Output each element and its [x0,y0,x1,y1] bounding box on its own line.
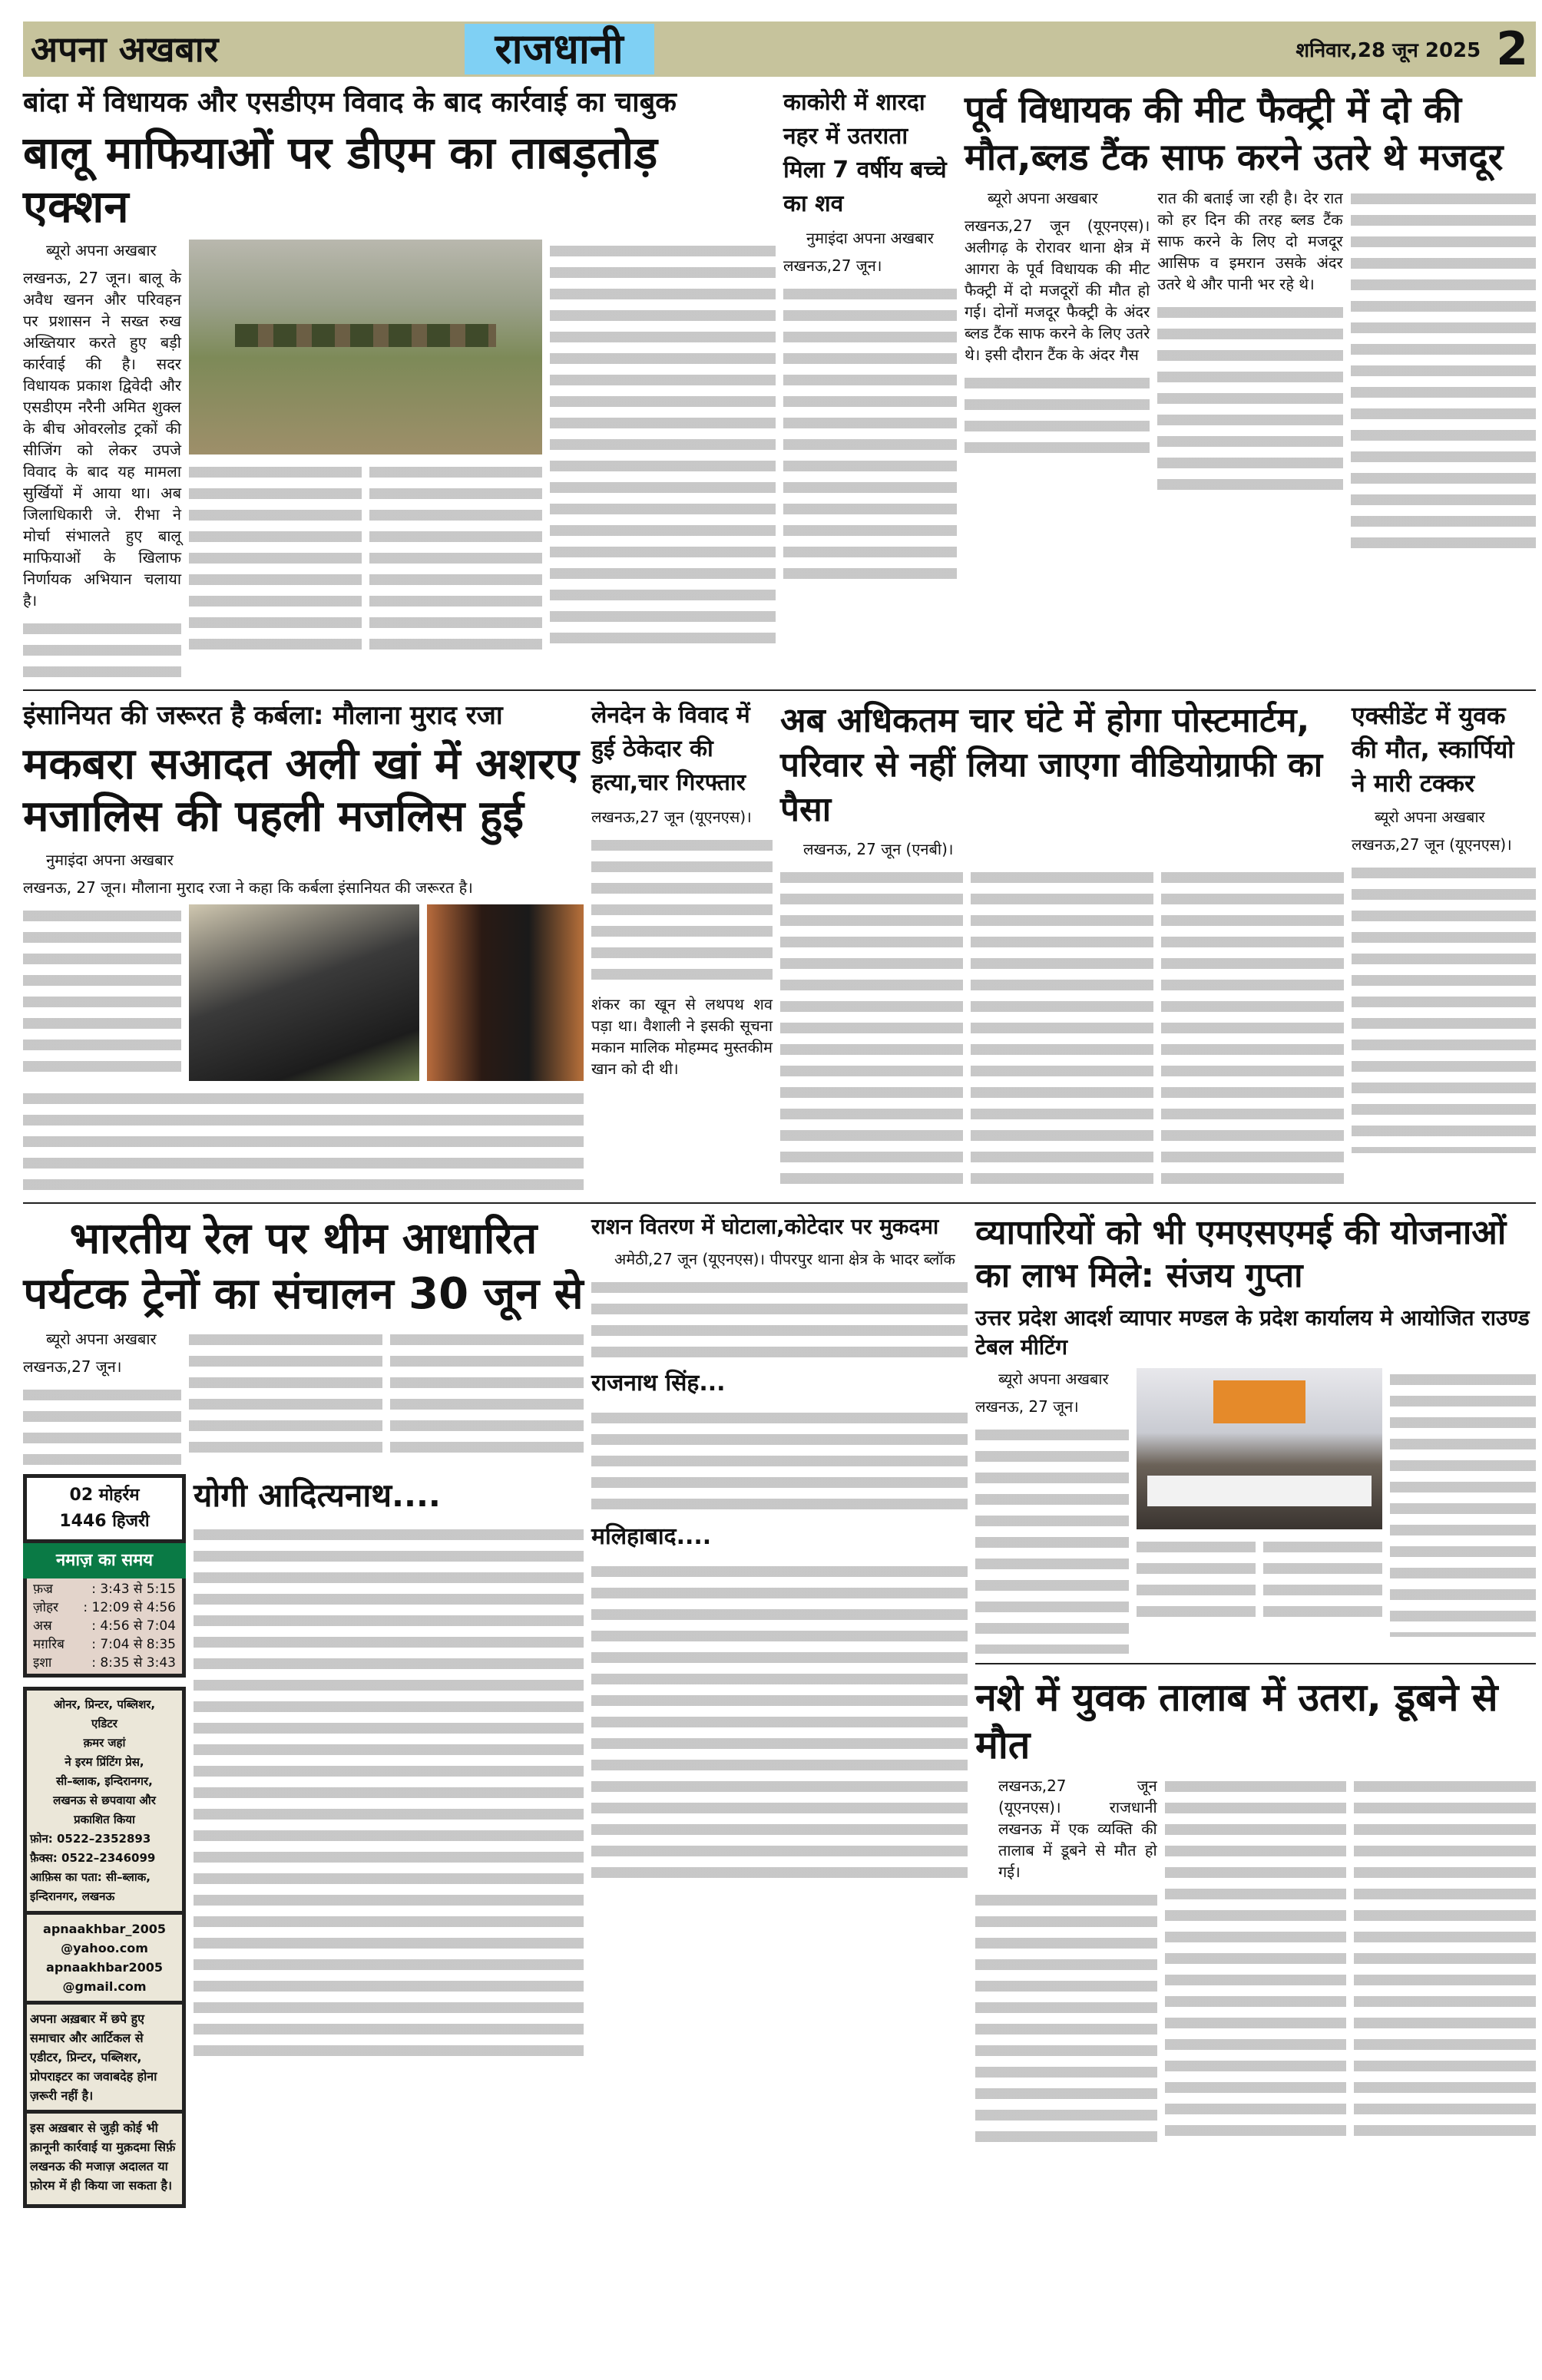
sidebar [23,1474,186,2208]
a14-col3 [1354,1775,1536,2144]
muharram-date: 02 मोहर्रम [69,1486,140,1505]
a1-body [23,240,181,682]
a6-col2 [971,866,1153,1188]
a1-kicker: बांदा में विधायक और एसडीएम विवाद के बाद कार्रवाई का चाबुक [23,87,677,118]
a3-headline: पूर्व विधायक की मीट फैक्ट्री में दो की मौत,ब्लड टैंक साफ करने उतरे थे मजदूर [965,88,1504,179]
namaz-row: ज़ोहर : 12:09 से 4:56 [33,1600,176,1615]
namaz-table [23,1578,186,1678]
a10-headline: योगी आदित्यनाथ.... [194,1476,441,1514]
issue-date: शनिवार,28 जून 2025 [1295,39,1481,62]
a4-lead: लखनऊ, 27 जून। मौलाना मुराद रजा ने कहा कि कर्बला इंसानियत की जरूरत है। [23,878,473,897]
owner-line: लखनऊ से छपवाया और [53,1793,156,1807]
a6-headline: अब अधिकतम चार घंटे में होगा पोस्टमार्टम, परिवार से नहीं लिया जाएगा वीडियोग्राफी का पैसा [780,701,1323,829]
a9-col4 [1390,1368,1536,1637]
owner-line: एडिटर [91,1717,117,1730]
a4-kicker: इंसानियत की जरूरत है कर्बला: मौलाना मुराद रजा [23,700,503,731]
owner-line: ने इरम प्रिंटिंग प्रेस, [65,1755,144,1769]
a9-lead: लखनऊ, 27 जून। [975,1397,1079,1416]
a2-article [783,86,957,590]
email-gmail[interactable]: apnaakhbar2005 @gmail.com [46,1960,163,1994]
a3-col1 [965,187,1150,464]
a1-text [23,617,181,682]
a14-col1 [975,1775,1157,2150]
a9-col3 [1263,1535,1382,1628]
email-yahoo[interactable]: apnaakhbar_2005 @yahoo.com [27,1911,182,1958]
a3-col2 [1157,187,1342,501]
a1-article [23,86,776,682]
a10-body [194,1523,584,2061]
page-number: 2 [1496,22,1528,76]
byline: ब्यूरो अपना अखबार [998,1370,1109,1388]
a8-headline: भारतीय रेल पर थीम आधारित पर्यटक ट्रेनों का संचालन 30 जून से [23,1214,584,1319]
row-3 [23,1211,1536,2208]
a13-headline: मलिहाबाद.... [591,1523,712,1550]
a11-headline: राशन वितरण में घोटाला,कोटेदार पर मुकदमा [591,1214,939,1239]
a3-cont: रात की बताई जा रही है। देर रात को हर दिन की तरह ब्लड टैंक साफ करने के लिए दो मजदूर आसिफ व इमरान उसके अंदर उतरे थे और पानी भर रहे थे। [1157,189,1343,293]
hijri-year: 1446 हिजरी [59,1512,150,1531]
a6-article [780,699,1344,1188]
a11-lead: अमेठी,27 जून (यूएनएस)। पीपरपुर थाना क्षेत्र के भादर ब्लॉक [614,1250,955,1268]
a14-col2 [1165,1775,1347,2144]
a6-col3 [1161,866,1344,1188]
a3-lead: लखनऊ,27 जून (यूएनएस)। अलीगढ़ के रोरावर थाना क्षेत्र में आगरा के पूर्व विधायक की मीट फैक्ट्री में दो मजदूरों की मौत हो गई। दोनों मजदूर फैक्ट्री के अंदर ब्लड टैंक साफ करने के लिए उतरे थे। इसी दौरान टैंक के अंदर गैस [965,217,1150,364]
hijri-date-box [23,1474,186,1543]
a5-cont: शंकर का खून से लथपथ शव पड़ा था। वैशाली ने इसकी सूचना मकान मालिक मोहम्मद मुस्तकीम खान को दी थी। [591,995,773,1078]
a4-article [23,699,584,1195]
a9-headline: व्यापारियों को भी एमएसएमई की योजनाओं का लाभ मिले: संजय गुप्ता [975,1213,1507,1295]
a2-headline: काकोरी में शारदा नहर में उतराता मिला 7 वर्षीय बच्चे का शव [783,89,947,217]
row-2 [23,699,1536,1195]
a3-col3 [1351,187,1536,556]
a6-lead: लखनऊ, 27 जून (एनबी)। [803,840,954,858]
sand-mining-photo [189,240,542,455]
a8-col3 [390,1328,584,1459]
divider [975,1663,1536,1664]
majlis-crowd-photo [189,904,419,1081]
divider [23,1202,1536,1204]
a7-headline: एक्सीडेंट में युवक की मौत, स्कार्पियो ने मारी टक्कर [1352,701,1514,798]
a2-text [783,283,957,590]
a2-lead: लखनऊ,27 जून। [783,256,882,275]
a3-article [965,86,1536,556]
a8-col2 [189,1328,382,1459]
a11-body [591,1276,968,1360]
namaz-row: फ़ज्र : 3:43 से 5:15 [33,1582,176,1597]
namaz-row: अस्र : 4:56 से 7:04 [33,1618,176,1634]
owner-line: क़मर जहां [83,1736,126,1750]
a1-center [189,240,542,653]
a1-lead: लखनऊ, 27 जून। बालू के अवैध खनन और परिवहन पर प्रशासन ने सख्त रुख अख्तियार करते हुए बड़ी कार्रवाई की है। सदर विधायक प्रकाश द्विवेदी और एसडीएम नरैनी अमित शुक्ल के बीच ओवरलोड ट्रकों की सीजिंग को लेकर उपजे विवाद के बाद यह मामला सुर्खियों में आया था। अब जिलाधिकारी जे. रीभा ने मोर्चा संभालते हुए बालू माफियाओं के खिलाफ निर्णायक अभियान चलाया है। [23,269,181,610]
a1-col4 [550,240,776,654]
a5-text [591,834,773,987]
byline: नुमाइंदा अपना अखबार [806,229,934,247]
a14-lead: लखनऊ,27 जून (यूएनएस)। राजधानी लखनऊ में एक व्यक्ति की तालाब में डूबने से मौत हो गई। [998,1777,1157,1881]
maulana-photo [427,904,584,1081]
a8-body [23,1328,584,1468]
phone: फ़ोन: 0522–2352893 [30,1832,151,1846]
a1-columns [23,240,776,682]
namaz-title: नमाज़ का समय [23,1543,186,1578]
a1-col3 [369,461,542,653]
a1-headline: बालू माफियाओं पर डीएम का ताबड़तोड़ एक्शन [23,127,658,233]
meeting-photo [1137,1368,1382,1529]
left-block [23,1211,584,2208]
a12-body [591,1407,968,1514]
owner-line: ओनर, प्रिन्टर, पब्लिशर, [53,1697,156,1711]
a5-article [591,699,773,1079]
a4-text [23,1087,584,1195]
a10-article [194,1474,584,2061]
a6-col1 [780,866,963,1188]
a5-lead: लखनऊ,27 जून (यूएनएस)। [591,808,752,826]
byline: ब्यूरो अपना अखबार [46,241,157,259]
fax: फ़ैक्स: 0522–2346099 [30,1851,156,1865]
byline: ब्यूरो अपना अखबार [988,189,1098,207]
a9-subheadline: उत्तर प्रदेश आदर्श व्यापार मण्डल के प्रदेश कार्यालय मे आयोजित राउण्ड टेबल मीटिंग [975,1305,1530,1360]
disclaimer-responsibility: अपना अख़बार में छपे हुए समाचार और आर्टिकल से एडीटर, प्रिन्टर, पब्लिशर, प्रोपराइटर का जवाबदेह होना ज़रूरी नहीं है। [27,2001,182,2110]
a7-article [1352,699,1536,1153]
a9-col2 [1137,1535,1256,1628]
byline: ब्यूरो अपना अखबार [1375,808,1485,826]
a4-text-left [23,904,181,1081]
middle-block [591,1211,968,1883]
section-title: राजधानी [465,24,654,74]
a13-body [591,1560,968,1883]
brand-name: अपना अखबार [31,28,219,70]
publisher-box [23,1687,186,2208]
byline: नुमाइंदा अपना अखबार [46,851,174,869]
a8-lead: लखनऊ,27 जून। [23,1357,122,1376]
a4-headline: मकबरा सआदत अली खां में अशरए मजालिस की पहली मजलिस हुई [23,739,579,841]
owner-line: प्रकाशित किया [74,1813,135,1826]
a5-headline: लेनदेन के विवाद में हुई ठेकेदार की हत्या,चार गिरफ्तार [591,702,750,796]
namaz-row: इशा : 8:35 से 3:43 [33,1655,176,1671]
a7-lead: लखनऊ,27 जून (यूएनएस)। [1352,835,1512,854]
divider [23,689,1536,691]
owner-line: सी–ब्लाक, इन्दिरानगर, [56,1774,153,1788]
a7-text [1352,861,1536,1153]
a12-headline: राजनाथ सिंह... [591,1370,726,1397]
row-1 [23,86,1536,682]
byline: ब्यूरो अपना अखबार [46,1330,157,1348]
a9-col1 [975,1368,1129,1654]
a1-col2 [189,461,362,653]
masthead-band [23,21,1536,77]
namaz-row: मग़रिब : 7:04 से 8:35 [33,1637,176,1652]
office-address: आफ़िस का पता: सी–ब्लाक, इन्दिरानगर, लखनऊ [30,1870,151,1903]
disclaimer-jurisdiction: इस अख़बार से जुड़ी कोई भी क़ानूनी कार्रवाई या मुक़दमा सिर्फ़ लखनऊ की मजाज़ अदालत या फ़ोरम में ही किया जा सकता है। [27,2110,182,2200]
right-block [975,1211,1536,2150]
a14-headline: नशे में युवक तालाब में उतरा, डूबने से मौत [975,1675,1498,1767]
